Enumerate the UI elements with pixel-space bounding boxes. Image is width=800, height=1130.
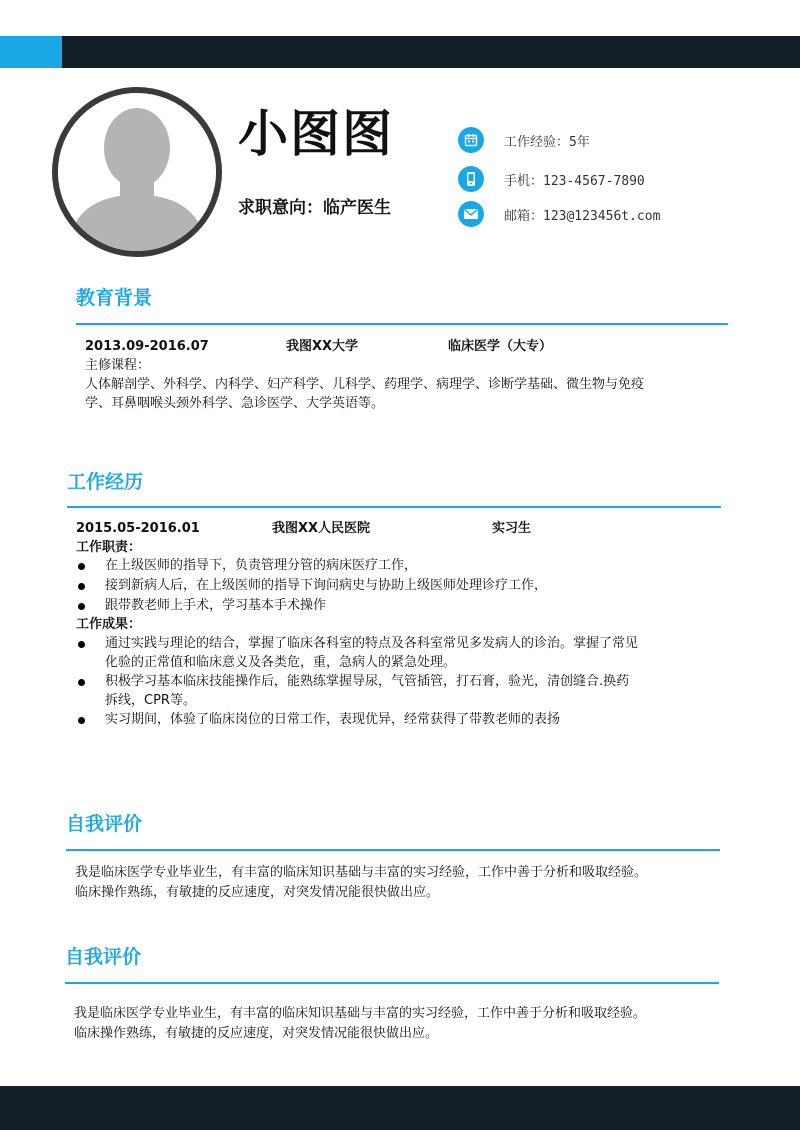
phone-icon [458, 166, 484, 192]
self-eval-divider-2 [65, 982, 719, 984]
achievement-line: 实习期间，体验了临床岗位的日常工作，表现优异，经常获得了带教老师的表扬 [105, 712, 561, 727]
contact-experience [458, 127, 590, 153]
achievement-line: 通过实践与理论的结合，掌握了临床各科室的特点及各科室常见多发病人的诊治。掌握了常见 [105, 636, 639, 651]
email-text[interactable]: 邮箱：123@123456t.com [504, 208, 661, 224]
education-title: 教育背景 [76, 287, 153, 309]
courses-line: 学、耳鼻咽喉头颈外科学、急诊医学、大学英语等。 [85, 396, 385, 411]
self-eval-title-2: 自我评价 [65, 946, 142, 968]
contact-phone [458, 166, 645, 192]
top-bar-accent [0, 36, 62, 68]
self-eval-line: 临床操作熟练，有敏捷的反应速度，对突发情况能很快做出应。 [75, 885, 440, 900]
achievement-line: 化验的正常值和临床意义及各类危，重，急病人的紧急处理。 [105, 655, 457, 670]
achievement-line: 积极学习基本临床技能操作后，能熟练掌握导尿，气管插管，打石膏，验光，清创缝合.换药 [105, 674, 630, 689]
contact-email [458, 201, 660, 227]
self-eval-line-2: 我是临床医学专业毕业生，有丰富的临床知识基础与丰富的实习经验，工作中善于分析和吸取经验。 [74, 1006, 647, 1021]
duty-item: 接到新病人后，在上级医师的指导下询问病史与协助上级医师处理诊疗工作， [105, 578, 548, 593]
duty-item: 跟带教老师上手术，学习基本手术操作 [105, 598, 327, 613]
bottom-footer-bar [0, 1086, 800, 1130]
achievement-line: 拆线，CPR等。 [105, 693, 196, 708]
work-company: 我图XX人民医院 [272, 521, 371, 536]
bullet-dot [78, 717, 85, 724]
phone-text[interactable]: 手机：123-4567-7890 [504, 173, 645, 189]
mail-icon [458, 201, 484, 227]
courses-label: 主修课程： [85, 358, 151, 373]
work-role: 实习生 [492, 521, 532, 536]
self-eval-line: 我是临床医学专业毕业生，有丰富的临床知识基础与丰富的实习经验，工作中善于分析和吸取经验。 [75, 865, 648, 880]
education-period: 2013.09-2016.07 [85, 339, 209, 354]
bullet-dot [78, 583, 85, 590]
duties-label: 工作职责： [76, 540, 142, 555]
bullet-dot [78, 563, 85, 570]
education-school: 我图XX大学 [286, 339, 359, 354]
bullet-dot [78, 603, 85, 610]
top-header-bar [0, 36, 800, 68]
self-eval-line-2: 临床操作熟练，有敏捷的反应速度，对突发情况能很快做出应。 [74, 1026, 439, 1041]
work-period: 2015.05-2016.01 [76, 521, 200, 536]
bullet-dot [78, 641, 85, 648]
self-eval-divider [66, 849, 720, 851]
candidate-name: 小图图 [238, 105, 394, 163]
education-major: 临床医学（大专） [448, 339, 553, 354]
bullet-dot [78, 679, 85, 686]
education-divider [76, 323, 728, 325]
self-eval-title: 自我评价 [66, 813, 143, 835]
experience-text: 工作经验：5年 [504, 134, 590, 150]
avatar [52, 87, 222, 257]
work-title: 工作经历 [67, 471, 144, 493]
duty-item: 在上级医师的指导下，负责管理分管的病床医疗工作， [105, 558, 418, 573]
person-silhouette-icon [58, 93, 216, 251]
achievements-label: 工作成果： [76, 617, 142, 632]
courses-line: 人体解剖学、外科学、内科学、妇产科学、儿科学、药理学、病理学、诊断学基础、微生物与免疫 [85, 377, 645, 392]
job-intent: 求职意向：临产医生 [238, 198, 391, 218]
work-divider [67, 506, 721, 508]
calendar-icon [458, 127, 484, 153]
